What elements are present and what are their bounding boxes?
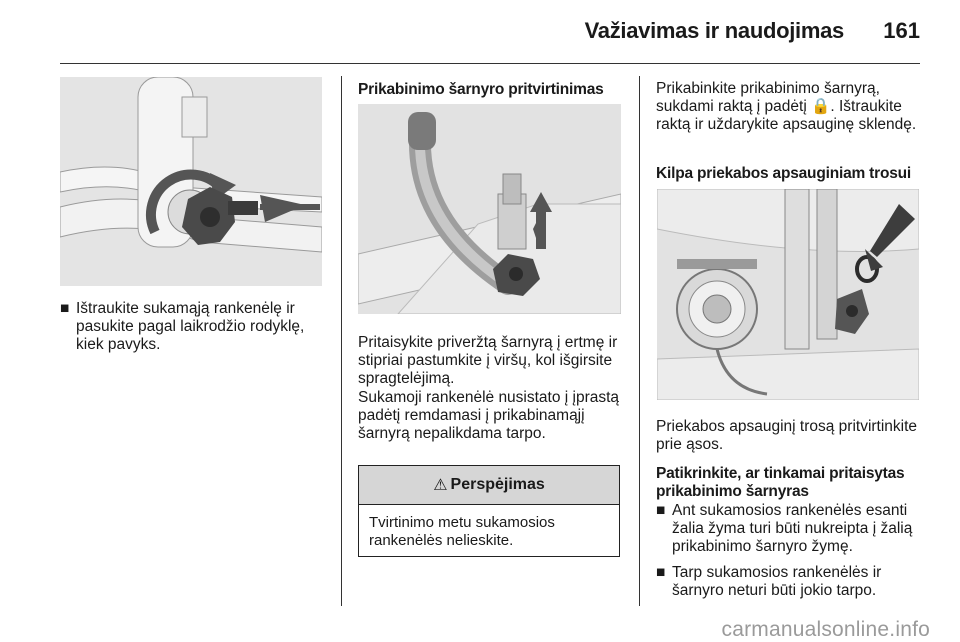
- page-number: 161: [883, 18, 920, 43]
- paragraph: Sukamoji rankenėlė nusistato į įprastą padėtį remdamasi į prikabinamąjį šarnyrą nepalikdama tarpo.: [358, 389, 620, 442]
- safety-eyelet-illustration: [657, 189, 919, 400]
- column-divider-1: [341, 76, 342, 606]
- paragraph: Priekabos apsauginį trosą pritvirtinkite prie ąsos.: [656, 418, 918, 453]
- header-rule: [60, 63, 920, 64]
- column-divider-2: [639, 76, 640, 606]
- tow-hook-illustration: [358, 104, 621, 314]
- watermark: carmanualsonline.info: [721, 618, 930, 641]
- section-heading: Patikrinkite, ar tinkamai pritaisytas prikabinimo šarnyras: [656, 465, 905, 500]
- bullet-square-icon: ■: [656, 502, 666, 519]
- list-item: ■ Tarp sukamosios rankenėlės ir šarnyro neturi būti jokio tarpo.: [656, 564, 882, 599]
- bullet-square-icon: ■: [60, 300, 70, 317]
- bullet-square-icon: ■: [656, 564, 666, 581]
- paragraph: Pritaisykite priveržtą šarnyrą į ertmę ir stipriai pastumkite į viršų, kol išgirsite spragtelėjimą.: [358, 334, 618, 387]
- warning-triangle-icon: ⚠: [433, 477, 448, 494]
- crank-knob-illustration: [60, 77, 322, 286]
- warning-box: [358, 465, 620, 557]
- page-header-title: Važiavimas ir naudojimas: [584, 18, 844, 43]
- list-item: ■ Ant sukamosios rankenėlės esanti žalia žyma turi būti nukreipta į žalią prikabinimo šarnyro žymę.: [656, 502, 913, 555]
- warning-text: Tvirtinimo metu sukamosios rankenėlės nelieskite.: [369, 514, 555, 549]
- paragraph: Prikabinkite prikabinimo šarnyrą, sukdami raktą į padėtį 🔒. Ištraukite raktą ir uždarykite apsauginę sklendę.: [656, 80, 917, 133]
- section-heading: Kilpa priekabos apsauginiam trosui: [656, 165, 912, 182]
- warning-title: Perspėjimas: [450, 476, 545, 493]
- section-heading: Prikabinimo šarnyro pritvirtinimas: [358, 81, 604, 98]
- list-item: ■ Ištraukite sukamąją rankenėlę ir pasukite pagal laikrodžio rodyklę, kiek pavyks.: [60, 300, 305, 353]
- warning-header: [359, 466, 619, 505]
